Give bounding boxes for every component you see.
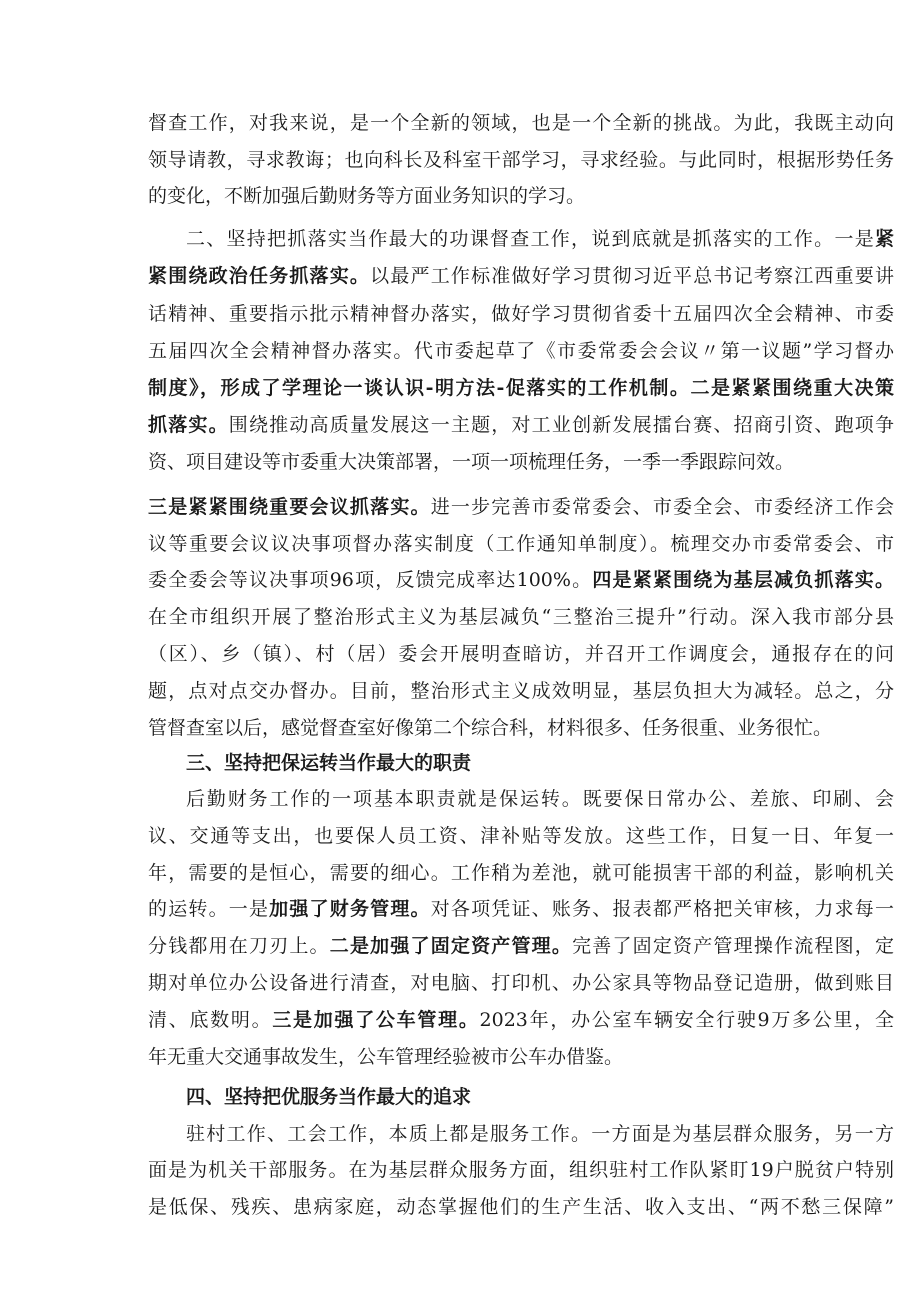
bold-text: 三是加强了公车管理。 (272, 1009, 480, 1031)
bold-text: 制度》，形成了学理论一谈认识-明方法-促落实的工作机制。二是紧紧围绕重大决策 (148, 377, 894, 399)
text-span: 二、坚持把抓落实当作最大的功课督查工作，说到底就是抓落实的工作。一是 (186, 228, 875, 250)
text-span: 完善了固定资产管理操作流程图，定 (572, 935, 894, 957)
text-line: 议、交通等支出，也要保人员工资、津补贴等发放。这些工作，日复一日、年复一 (148, 825, 894, 847)
bold-text: 四是紧紧围绕为基层减负抓落实。 (592, 569, 894, 591)
text-line (148, 896, 894, 922)
text-line (148, 263, 894, 289)
text-span: 分钱都用在刀刃上。 (148, 935, 330, 957)
text-span: 围绕推动高质量发展这一主题，对工业创新发展擂台赛、招商引资、跑项争 (228, 414, 894, 436)
text-line (148, 412, 894, 438)
text-line: （区）、乡（镇）、村（居）委会开展明查暗访，并召开工作调度会，通报存在的问 (148, 643, 894, 665)
text-line: 领导请教，寻求教诲；也向科长及科室干部学习，寻求经验。与此同时，根据形势任务 (148, 149, 894, 171)
text-line: 年，需要的是恒心，需要的细心。工作稍为差池，就可能损害干部的利益，影响机关 (148, 862, 894, 884)
text-line: 议等重要会议议决事项督办落实制度（工作通知单制度）。梳理交办市委常委会、市 (148, 533, 894, 555)
section-heading: 四、坚持把优服务当作最大的追求 (186, 1086, 472, 1108)
text-line (148, 567, 894, 593)
text-line: 期对单位办公设备进行清查，对电脑、打印机、办公家具等物品登记造册，做到账目 (148, 972, 894, 994)
text-line: 是低保、残疾、患病家庭，动态掌握他们的生产生活、收入支出、“两不愁三保障” (148, 1196, 894, 1218)
bold-text: 三是紧紧围绕重要会议抓落实。 (148, 496, 431, 518)
text-line: 在全市组织开展了整治形式主义为基层减负“三整治三提升”行动。深入我市部分县 (148, 606, 894, 628)
section-heading: 三、坚持把保运转当作最大的职责 (186, 752, 472, 774)
text-span: 的运转。一是 (148, 898, 270, 920)
text-span: 进一步完善市委常委会、市委全会、市委经济工作会 (430, 496, 894, 518)
text-line: 话精神、重要指示批示精神督办落实，做好学习贯彻省委十五届四次全会精神、市委 (148, 303, 894, 325)
text-span: 委全委会等议决事项96项，反馈完成率达100%。 (148, 569, 593, 591)
text-line (148, 1007, 894, 1033)
bold-text: 抓落实。 (148, 414, 229, 436)
text-line (148, 933, 894, 959)
text-line: 年无重大交通事故发生，公车管理经验被市公车办借鉴。 (148, 1046, 624, 1068)
text-line (186, 226, 894, 252)
text-line: 驻村工作、工会工作，本质上都是服务工作。一方面是为基层群众服务，另一方 (186, 1123, 894, 1145)
text-line (148, 375, 894, 401)
bold-text: 紧 (874, 228, 894, 250)
text-span: 以最严工作标准做好学习贯彻习近平总书记考察江西重要讲 (370, 265, 894, 287)
text-line (148, 494, 894, 520)
text-span: 清、底数明。 (148, 1009, 273, 1031)
bold-text: 二是加强了固定资产管理。 (329, 935, 573, 957)
text-line: 五届四次全会精神督办落实。代市委起草了《市委常委会会议〃第一议题”学习督办 (148, 340, 894, 362)
text-line: 资、项目建设等市委重大决策部署，一项一项梳理任务，一季一季跟踪问效。 (148, 451, 795, 473)
bold-text: 加强了财务管理。 (269, 898, 431, 920)
text-span: 2023年，办公室车辆安全行驶9万多公里，全 (479, 1009, 894, 1031)
text-line: 后勤财务工作的一项基本职责就是保运转。既要保日常办公、差旅、印刷、会 (186, 788, 894, 810)
bold-text: 紧围绕政治任务抓落实。 (148, 265, 371, 287)
text-span: 对各项凭证、账务、报表都严格把关审核，力求每一 (430, 898, 894, 920)
text-line: 的变化，不断加强后勤财务等方面业务知识的学习。 (148, 185, 586, 207)
text-line: 题，点对点交办督办。目前，整治形式主义成效明显，基层负担大为减轻。总之，分 (148, 680, 894, 702)
text-line: 面是为机关干部服务。在为基层群众服务方面，组织驻村工作队紧盯19户脱贫户特别 (148, 1159, 894, 1181)
text-line: 管督查室以后，感觉督查室好像第二个综合科，材料很多、任务很重、业务很忙。 (148, 717, 833, 739)
text-line: 督查工作，对我来说，是一个全新的领域，也是一个全新的挑战。为此，我既主动向 (148, 112, 894, 134)
